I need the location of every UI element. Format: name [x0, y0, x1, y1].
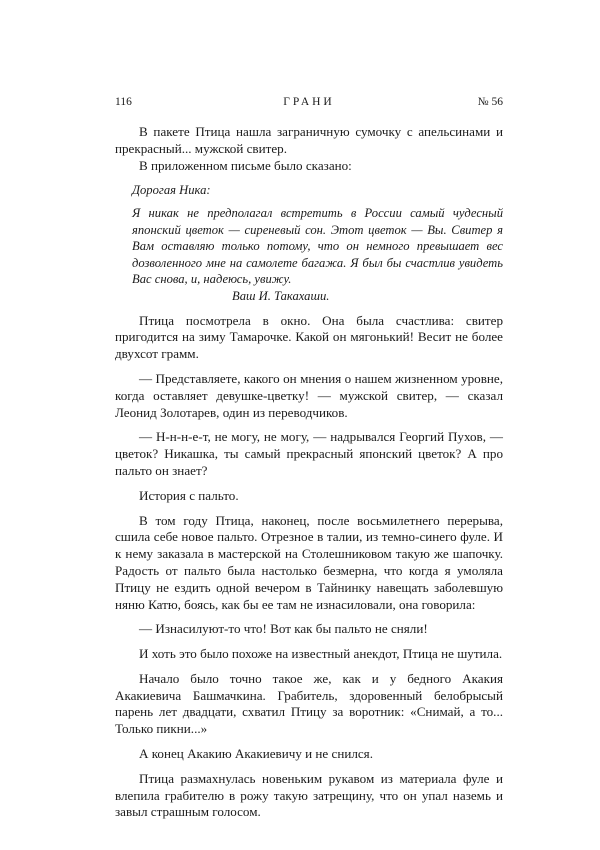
letter-text: Я никак не предполагал встретить в России самый чудесный японский цветок — сиреневый сон. Этот цветок — Вы. Свитер я Вам оставляю только потому, что он немного превышает вес дозволенного мне на самолете багажа. Я был бы счастлив увидеть Вас снова, и, надеюсь, увижу. [132, 205, 503, 287]
letter-signature: Ваш И. Такахаши. [232, 288, 330, 303]
paragraph: В том году Птица, наконец, после восьмилетнего перерыва, сшила себе новое пальто. Отрезное в талии, из темно-синего фуле. И к нему заказала в мастерской на Столешниковом такую же шапочку. Радость от пальто была настолько безмерна, что когда я умоляла Птицу не ездить одной вечером в Тайнинку навещать заболевшую няню Катю, боясь, как бы ее там не изнасиловали, она говорила: [115, 512, 503, 612]
paragraph: А конец Акакию Акакиевичу и не снился. [139, 746, 373, 762]
section-heading: История с пальто. [139, 487, 239, 503]
running-header [115, 96, 503, 112]
paragraph: Птица посмотрела в окно. Она была счастлива: свитер пригодится на зиму Тамарочке. Какой он мягонький! Весит не более двухсот грамм. [115, 312, 503, 362]
paragraph: И хоть это было похоже на известный анекдот, Птица не шутила. [139, 646, 503, 662]
issue-number: № 56 [477, 96, 503, 108]
paragraph: Начало было точно такое же, как и у бедного Акакия Акакиевича Башмачкина. Грабитель, здоровенный белобрысый парень лет двадцати, схватил Птицу за воротник: «Снимай, а то... Только пикни...» [115, 670, 503, 737]
letter-greeting: Дорогая Ника: [132, 183, 211, 198]
quoted-letter [132, 182, 503, 304]
paragraph: — Н-н-н-е-т, не могу, не могу, — надрывался Георгий Пухов, — цветок? Никашка, ты самый прекрасный японский цветок? А про пальто он знает? [115, 429, 503, 478]
paragraph: Птица размахнулась новеньким рукавом из материала фуле и влепила грабителю в рожу такую затрещину, что он упал наземь и завыл страшным голосом. [115, 770, 503, 820]
paragraph: — Изнасилуют-то что! Вот как бы пальто не сняли! [139, 621, 428, 637]
paragraph: В пакете Птица нашла заграничную сумочку с апельсинами и прекрасный... мужской свитер. [115, 124, 503, 156]
paragraph: — Представляете, какого он мнения о нашем жизненном уровне, когда оставляет девушке-цветку! — мужской свитер, — сказал Леонид Золотарев, один из переводчиков. [115, 370, 503, 420]
page-body [115, 124, 503, 821]
page-number: 116 [115, 96, 132, 108]
paragraph: В приложенном письме было сказано: [139, 157, 352, 173]
journal-title: ГРАНИ [283, 96, 335, 108]
